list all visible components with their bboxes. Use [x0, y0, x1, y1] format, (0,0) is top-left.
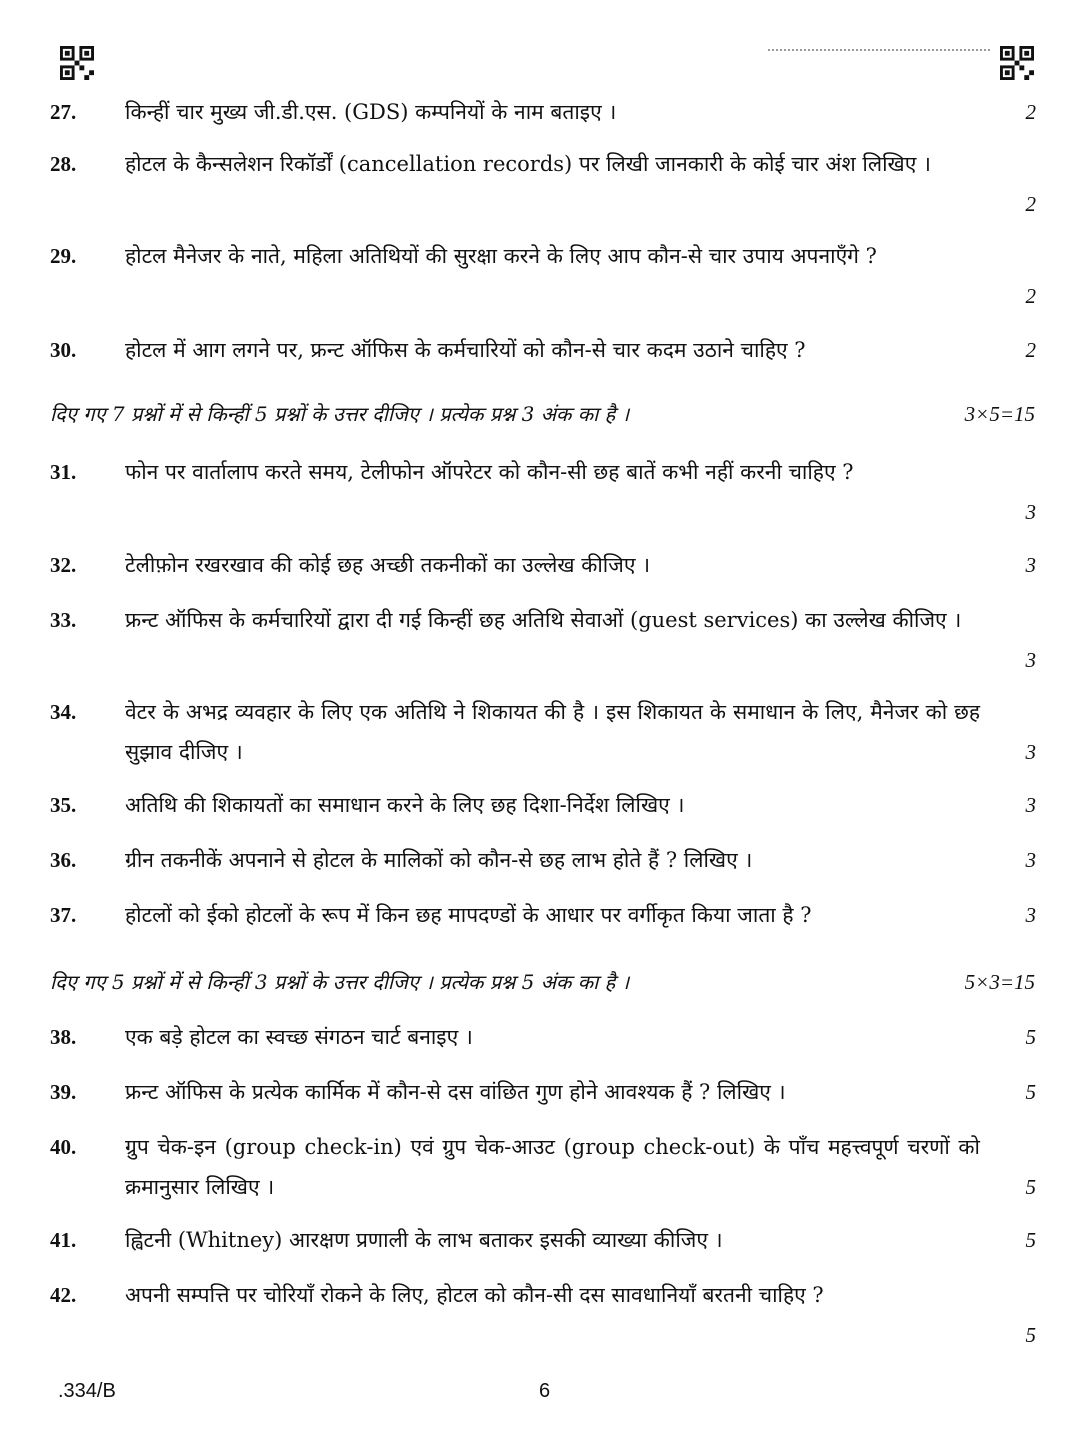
question-marks: 3: [1025, 500, 1036, 524]
question-text: अतिथि की शिकायतों का समाधान करने के लिए छह दिशा-निर्देश लिखिए ।: [125, 793, 685, 817]
question-number: 37.: [50, 903, 77, 927]
question-marks: 3: [1025, 740, 1036, 764]
question-number: 28.: [50, 152, 77, 176]
question-text: फ्रन्ट ऑफिस के प्रत्येक कार्मिक में कौन-से दस वांछित गुण होने आवश्यक हैं ? लिखिए ।: [125, 1080, 786, 1104]
question-marks: 5: [1025, 1323, 1036, 1347]
question-marks: 2: [1025, 338, 1036, 362]
question-marks: 5: [1025, 1025, 1036, 1049]
section-instruction: [50, 962, 1035, 1002]
question-number: 40.: [50, 1135, 77, 1159]
question-text: होटलों को ईको होटलों के रूप में किन छह मापदण्डों के आधार पर वर्गीकृत किया जाता है ?: [125, 903, 812, 927]
micro-text-strip: [768, 49, 990, 56]
question-number: 39.: [50, 1080, 77, 1104]
question-text: वेटर के अभद्र व्यवहार के लिए एक अतिथि ने शिकायत की है । इस शिकायत के समाधान के लिए, मैनेजर को छह सुझाव दीजिए ।: [125, 700, 980, 764]
question-number: 27.: [50, 100, 77, 124]
question-marks: 3: [1025, 553, 1036, 577]
question-text: होटल में आग लगने पर, फ्रन्ट ऑफिस के कर्मचारियों को कौन-से चार कदम उठाने चाहिए ?: [125, 338, 806, 362]
question-text: ग्रुप चेक-इन (group check-in) एवं ग्रुप चेक-आउट (group check-out) के पाँच महत्त्वपूर्ण चरणों को क्रमानुसार लिखिए ।: [125, 1135, 980, 1199]
question-marks: 3: [1025, 648, 1036, 672]
question-number: 34.: [50, 700, 77, 724]
question-number: 35.: [50, 793, 77, 817]
paper-code: .334/B: [58, 1380, 116, 1402]
question-text: एक बड़े होटल का स्वच्छ संगठन चार्ट बनाइए ।: [125, 1025, 473, 1049]
question-text: होटल मैनेजर के नाते, महिला अतिथियों की सुरक्षा करने के लिए आप कौन-से चार उपाय अपनाएँगे ?: [125, 244, 877, 268]
question-number: 32.: [50, 553, 77, 577]
question-number: 30.: [50, 338, 77, 362]
instruction-text: दिए गए 7 प्रश्नों में से किन्हीं 5 प्रश्नों के उत्तर दीजिए । प्रत्येक प्रश्न 3 अंक का है ।: [50, 402, 630, 426]
qr-code-icon: [60, 46, 94, 80]
question-text: ग्रीन तकनीकें अपनाने से होटल के मालिकों को कौन-से छह लाभ होते हैं ? लिखिए ।: [125, 848, 753, 872]
question-text: फ्रन्ट ऑफिस के कर्मचारियों द्वारा दी गई किन्हीं छह अतिथि सेवाओं (guest services) का उल्लेख कीजिए ।: [125, 608, 962, 632]
question-number: 38.: [50, 1025, 77, 1049]
question-marks: 3: [1025, 903, 1036, 927]
question-text: होटल के कैन्सलेशन रिकॉर्डों (cancellation records) पर लिखी जानकारी के कोई चार अंश लिखिए ।: [125, 152, 931, 176]
section-total-marks: 5×3=15: [964, 970, 1035, 994]
question-number: 36.: [50, 848, 77, 872]
section-instruction: [50, 394, 1035, 434]
question-text: किन्हीं चार मुख्य जी.डी.एस. (GDS) कम्पनियों के नाम बताइए ।: [125, 100, 617, 124]
question-marks: 2: [1025, 192, 1036, 216]
page-number: 6: [539, 1380, 551, 1402]
question-number: 33.: [50, 608, 77, 632]
question-marks: 5: [1025, 1175, 1036, 1199]
section-total-marks: 3×5=15: [964, 402, 1035, 426]
question-marks: 5: [1025, 1080, 1036, 1104]
question-number: 29.: [50, 244, 77, 268]
question-number: 31.: [50, 460, 77, 484]
question-marks: 5: [1025, 1228, 1036, 1252]
question-marks: 2: [1025, 284, 1036, 308]
question-text: ह्विटनी (Whitney) आरक्षण प्रणाली के लाभ बताकर इसकी व्याख्या कीजिए ।: [125, 1228, 723, 1252]
question-number: 41.: [50, 1228, 77, 1252]
question-text: फोन पर वार्तालाप करते समय, टेलीफोन ऑपरेटर को कौन-सी छह बातें कभी नहीं करनी चाहिए ?: [125, 460, 854, 484]
question-number: 42.: [50, 1283, 77, 1307]
question-text: अपनी सम्पत्ति पर चोरियाँ रोकने के लिए, होटल को कौन-सी दस सावधानियाँ बरतनी चाहिए ?: [125, 1283, 824, 1307]
qr-code-icon: [1000, 46, 1034, 80]
question-marks: 3: [1025, 848, 1036, 872]
question-marks: 3: [1025, 793, 1036, 817]
question-text: टेलीफ़ोन रखरखाव की कोई छह अच्छी तकनीकों का उल्लेख कीजिए ।: [125, 553, 651, 577]
instruction-text: दिए गए 5 प्रश्नों में से किन्हीं 3 प्रश्नों के उत्तर दीजिए । प्रत्येक प्रश्न 5 अंक का है ।: [50, 970, 630, 994]
question-marks: 2: [1025, 100, 1036, 124]
